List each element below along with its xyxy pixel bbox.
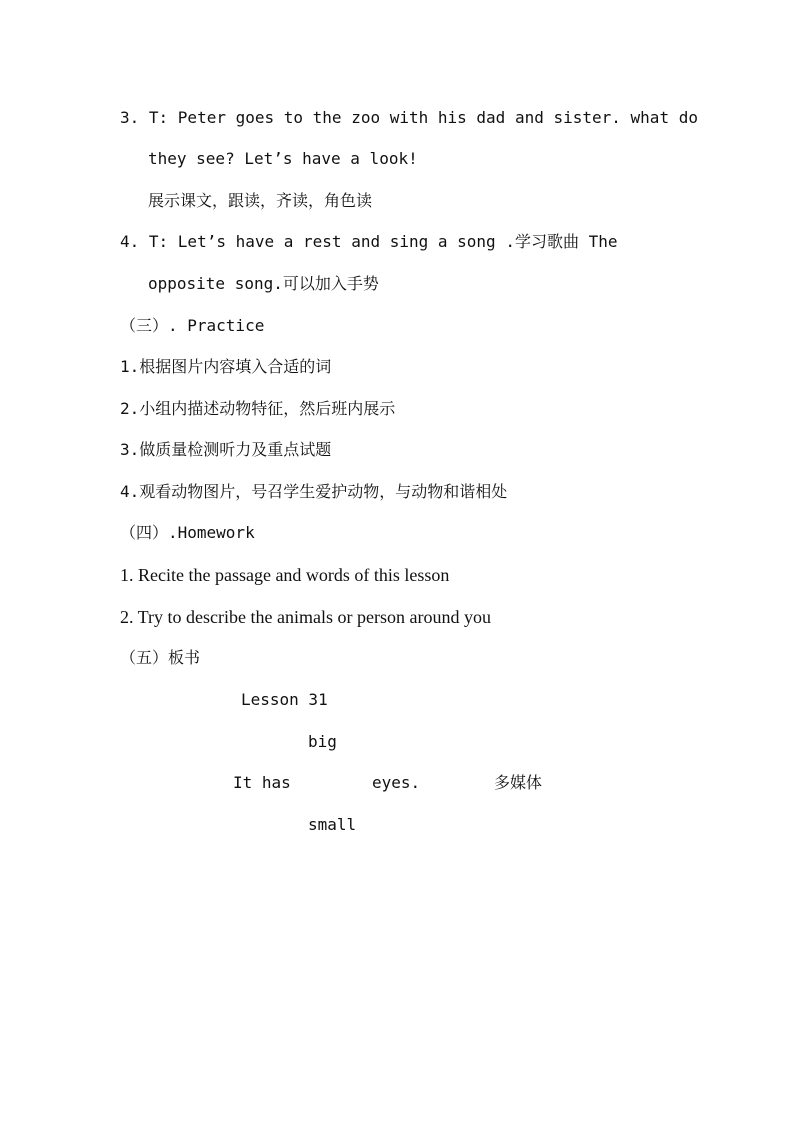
- homework-item-1: 1. Recite the passage and words of this lesson: [120, 565, 450, 585]
- board-word-big: big: [308, 732, 337, 751]
- board-media-note: 多媒体: [494, 773, 543, 792]
- practice-item-3: 3.做质量检测听力及重点试题: [120, 440, 332, 459]
- item-3-line-1: 3. T: Peter goes to the zoo with his dad and sister. what do: [120, 108, 698, 127]
- board-sentence-start: It has: [233, 773, 291, 792]
- item-4-line-2: opposite song.可以加入手势: [148, 274, 379, 293]
- board-sentence-end: eyes.: [372, 773, 421, 792]
- item-3-line-2: they see? Let’s have a look!: [148, 149, 418, 168]
- board-title: Lesson 31: [241, 690, 328, 709]
- homework-item-2: 2. Try to describe the animals or person around you: [120, 607, 491, 627]
- practice-item-4: 4.观看动物图片，号召学生爱护动物，与动物和谐相处: [120, 482, 508, 501]
- item-3-line-3: 展示课文，跟读，齐读，角色读: [148, 191, 373, 210]
- practice-item-2: 2.小组内描述动物特征，然后班内展示: [120, 399, 396, 418]
- section-4-heading: （四）.Homework: [120, 523, 255, 542]
- section-3-heading: （三）. Practice: [120, 316, 265, 335]
- board-word-small: small: [308, 815, 357, 834]
- section-5-heading: （五）板书: [120, 648, 201, 667]
- item-4-line-1: 4. T: Let’s have a rest and sing a song .学习歌曲 The: [120, 232, 618, 251]
- practice-item-1: 1.根据图片内容填入合适的词: [120, 357, 332, 376]
